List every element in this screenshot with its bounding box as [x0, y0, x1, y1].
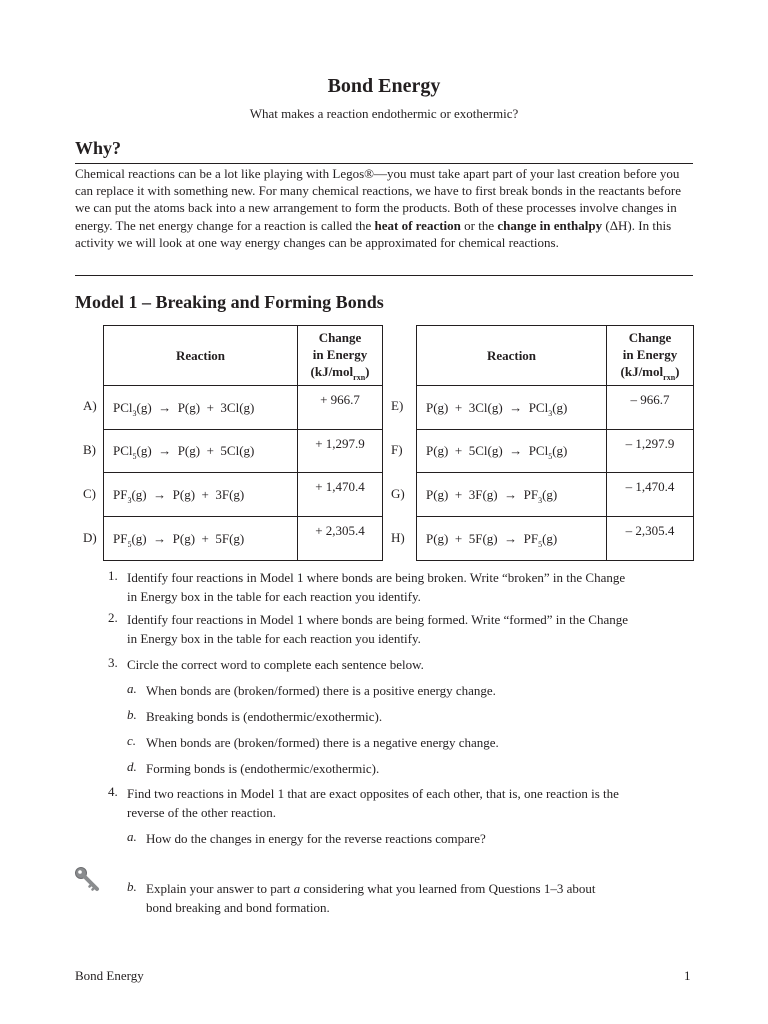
table-row — [104, 473, 383, 517]
reaction-equation-a: PCl$_3$(g) → P(g) + 3Cl(g) — [104, 386, 298, 430]
table-row — [104, 386, 383, 430]
arrow-icon: → — [509, 443, 523, 458]
why-heading: Why? — [75, 138, 122, 158]
question-3b-text: Breaking bonds is (endothermic/exothermic). — [146, 709, 383, 724]
question-2-number: 2. — [108, 610, 118, 625]
energy-change-cell-f[interactable]: – 1,297.9 — [607, 430, 694, 473]
table-row — [104, 517, 383, 561]
question-3a-letter: a. — [127, 681, 137, 696]
question-3c-text: When bonds are (broken/formed) there is a negative energy change. — [146, 735, 499, 750]
question-4-text: Find two reactions in Model 1 that are exact opposites of each other, that is, one reaction is the reverse of the other reaction. — [127, 786, 619, 820]
table-row — [104, 430, 383, 473]
arrow-icon: → — [158, 399, 172, 415]
reaction-equation-f: P(g) + 5Cl(g) → PCl$_5$(g) — [417, 430, 607, 473]
question-4b-letter: b. — [127, 879, 137, 894]
why-paragraph — [75, 165, 695, 251]
question-4a-letter: a. — [127, 829, 137, 844]
arrow-icon: → — [504, 530, 518, 546]
energy-change-cell-e[interactable]: – 966.7 — [607, 386, 694, 430]
why-bold-change-in-enthalpy: change in enthalpy — [497, 217, 603, 233]
why-text-3: (ΔH). In this activity we will look at one way energy changes can be approximated for chemical reactions. — [75, 217, 672, 250]
question-3c-letter: c. — [127, 733, 137, 748]
reaction-equation-b: PCl$_5$(g) → P(g) + 5Cl(g) — [104, 430, 298, 473]
change-header-close: ) — [365, 364, 370, 379]
reaction-column-header: Reaction — [417, 326, 607, 386]
row-label-e: E) — [391, 398, 404, 413]
question-4b-text: Explain your answer to part a considering what you learned from Questions 1–3 about bond breaking and bond formation. — [146, 881, 596, 915]
footer-title: Bond Energy — [75, 968, 144, 983]
why-text-2: or the — [460, 217, 498, 233]
question-3a-text: When bonds are (broken/formed) there is a positive energy change. — [146, 683, 496, 698]
arrow-icon: → — [509, 399, 523, 415]
change-header-subscript: rxn — [353, 373, 366, 382]
change-header-line-3: (kJ/mol — [310, 364, 354, 379]
why-bold-heat-of-reaction: heat of reaction — [374, 217, 461, 233]
model-table-left — [103, 325, 383, 561]
page-number: 1 — [684, 968, 691, 983]
page-title: Bond Energy — [327, 75, 441, 97]
reaction-equation-e: P(g) + 3Cl(g) → PCl$_3$(g) — [417, 386, 607, 430]
change-header-subscript: rxn — [663, 373, 676, 382]
reaction-equation-d: $PF_5(g) \to P(g) + 5F(g)$ — [104, 517, 298, 561]
change-column-header — [607, 326, 694, 386]
row-label-c: C) — [83, 486, 96, 501]
table-row — [417, 386, 694, 430]
why-top-rule — [75, 163, 693, 164]
arrow-icon: → — [153, 530, 167, 546]
change-header-line-1: Change — [628, 330, 672, 345]
reaction-column-header: Reaction — [104, 326, 298, 386]
row-label-f: F) — [391, 442, 403, 457]
reaction-equation-c: $PF_3(g) \to P(g) + 3F(g)$ — [104, 473, 298, 517]
arrow-icon: → — [153, 486, 167, 502]
question-3d-letter: d. — [127, 759, 137, 774]
reaction-equation-h: $P(g) + 5F(g) \to PF_5(g)$ — [417, 517, 607, 561]
change-header-close: ) — [675, 364, 680, 379]
row-label-g: G) — [391, 486, 405, 501]
question-1-text: Identify four reactions in Model 1 where bonds are being broken. Write “broken” in the Change in Energy box in the table for each reaction you identify. — [127, 570, 626, 604]
question-4a-text: How do the changes in energy for the reverse reactions compare? — [146, 831, 486, 846]
row-label-d: D) — [83, 530, 97, 545]
question-2-text: Identify four reactions in Model 1 where bonds are being formed. Write “formed” in the Change in Energy box in the table for each reaction you identify. — [127, 612, 629, 646]
row-label-a: A) — [83, 398, 97, 413]
page-subtitle: What makes a reaction endothermic or exothermic? — [249, 106, 519, 121]
energy-change-cell-d[interactable]: + 2,305.4 — [298, 517, 383, 561]
energy-change-cell-g[interactable]: – 1,470.4 — [607, 473, 694, 517]
energy-change-cell-h[interactable]: – 2,305.4 — [607, 517, 694, 561]
question-3-text: Circle the correct word to complete each sentence below. — [127, 657, 424, 672]
row-label-h: H) — [391, 530, 405, 545]
model-table-right — [416, 325, 694, 561]
energy-change-cell-a[interactable]: + 966.7 — [298, 386, 383, 430]
change-header-line-2: in Energy — [622, 347, 678, 362]
reaction-equation-g: $P(g) + 3F(g) \to PF_3(g)$ — [417, 473, 607, 517]
change-header-line-3: (kJ/mol — [620, 364, 664, 379]
table-row — [417, 430, 694, 473]
arrow-icon: → — [504, 486, 518, 502]
table-header-row — [417, 326, 694, 386]
why-text-1: Chemical reactions can be a lot like playing with Legos®—you must take apart part of your last creation before you can replace it with something new. For many chemical reactions, we have to first break bonds in the reactants before we can put the atoms back into a new arrangement to form the products. Both of these processes involve changes in energy. The net energy change for a reaction is called the — [75, 166, 681, 233]
question-4-number: 4. — [108, 784, 118, 799]
question-1-number: 1. — [108, 568, 118, 583]
energy-change-cell-c[interactable]: + 1,470.4 — [298, 473, 383, 517]
table-row — [417, 517, 694, 561]
energy-change-cell-b[interactable]: + 1,297.9 — [298, 430, 383, 473]
question-3d-text: Forming bonds is (endothermic/exothermic). — [146, 761, 380, 776]
row-label-b: B) — [83, 442, 96, 457]
change-header-line-1: Change — [318, 330, 362, 345]
change-header-line-2: in Energy — [312, 347, 368, 362]
table-row — [417, 473, 694, 517]
why-bottom-rule — [75, 275, 693, 276]
change-column-header — [298, 326, 383, 386]
key-icon — [73, 865, 103, 895]
table-header-row — [104, 326, 383, 386]
model-heading: Model 1 – Breaking and Forming Bonds — [75, 292, 384, 312]
question-3b-letter: b. — [127, 707, 137, 722]
question-3-number: 3. — [108, 655, 118, 670]
arrow-icon: → — [158, 443, 172, 458]
